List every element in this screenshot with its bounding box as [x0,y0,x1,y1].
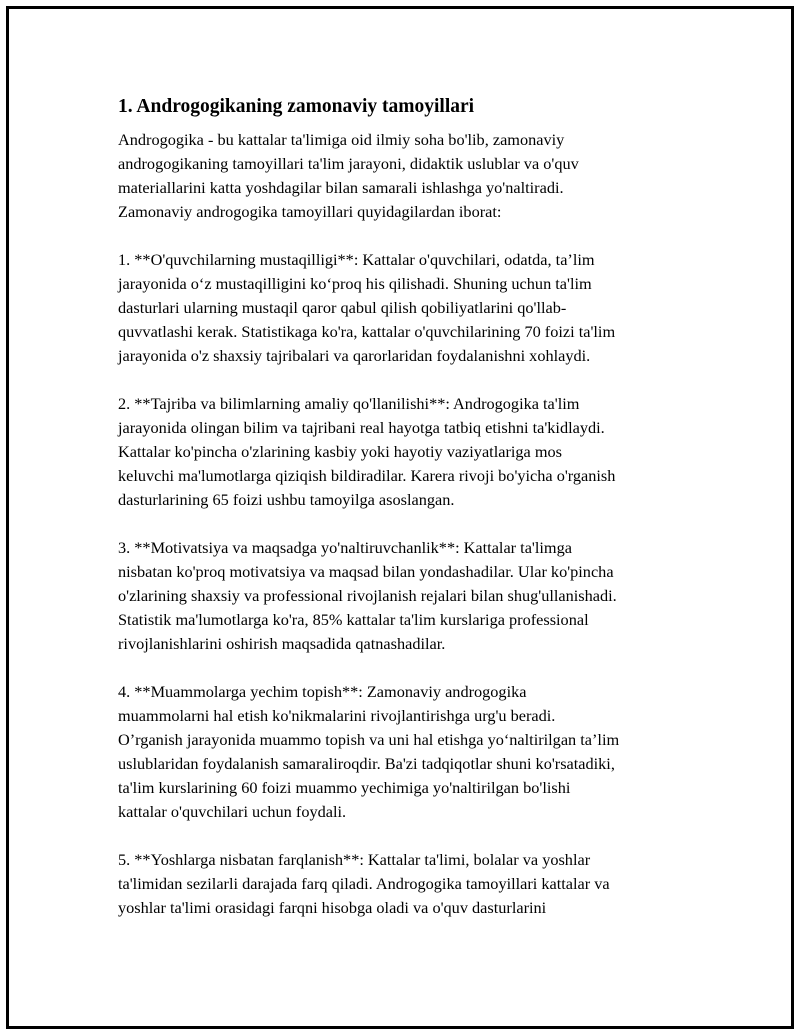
principle-3-paragraph [118,536,698,656]
principle-4-paragraph [118,680,698,824]
text-line: Kattalar ko'pincha o'zlarining kasbiy yoki hayotiy vaziyatlariga mos [118,442,562,461]
principle-1-paragraph [118,248,698,368]
section-heading: 1. Androgogikaning zamonaviy tamoyillari [118,96,475,117]
text-line: kattalar o'quvchilari uchun foydali. [118,802,347,821]
text-line: 3. **Motivatsiya va maqsadga yo'naltiruvchanlik**: Kattalar ta'limga [118,538,572,557]
text-line: jarayonida o'z shaxsiy tajribalari va qarorlaridan foydalanishni xohlaydi. [118,346,591,365]
intro-paragraph [118,128,698,224]
principle-5-paragraph [118,848,698,920]
text-line: Zamonaviy androgogika tamoyillari quyidagilardan iborat: [118,202,502,221]
text-line: rivojlanishlarini oshirish maqsadida qatnashadilar. [118,634,446,653]
text-line: 4. **Muammolarga yechim topish**: Zamonaviy androgogika [118,682,527,701]
text-line: ta'limidan sezilarli darajada farq qiladi. Androgogika tamoyillari kattalar va [118,874,610,893]
document-body [118,94,698,944]
text-line: yoshlar ta'limi orasidagi farqni hisobga oladi va o'quv dasturlarini [118,898,547,917]
text-line: jarayonida olingan bilim va tajribani real hayotga tatbiq etishni ta'kidlaydi. [118,418,605,437]
text-line: nisbatan ko'proq motivatsiya va maqsad bilan yondashadilar. Ular ko'pincha [118,562,614,581]
text-line: androgogikaning tamoyillari ta'lim jarayoni, didaktik uslublar va o'quv [118,154,579,173]
text-line: O’rganish jarayonida muammo topish va uni hal etishga yo‘naltirilgan ta’lim [118,730,620,749]
text-line: muammolarni hal etish ko'nikmalarini rivojlantirishga urg'u beradi. [118,706,556,725]
text-line: 2. **Tajriba va bilimlarning amaliy qo'llanilishi**: Androgogika ta'lim [118,394,580,413]
text-line: 5. **Yoshlarga nisbatan farqlanish**: Kattalar ta'limi, bolalar va yoshlar [118,850,591,869]
text-line: keluvchi ma'lumotlarga qiziqish bildiradilar. Karera rivoji bo'yicha o'rganish [118,466,616,485]
principle-2-paragraph [118,392,698,512]
text-line: jarayonida o‘z mustaqilligini ko‘proq his qilishadi. Shuning uchun ta'lim [118,274,592,293]
text-line: o'zlarining shaxsiy va professional rivojlanish rejalari bilan shug'ullanishadi. [118,586,617,605]
text-line: materiallarini katta yoshdagilar bilan samarali ishlashga yo'naltiradi. [118,178,564,197]
text-line: uslublaridan foydalanish samaraliroqdir. Ba'zi tadqiqotlar shuni ko'rsatadiki, [118,754,615,773]
text-line: ta'lim kurslarining 60 foizi muammo yechimiga yo'naltirilgan bo'lishi [118,778,571,797]
text-line: quvvatlashi kerak. Statistikaga ko'ra, kattalar o'quvchilarining 70 foizi ta'lim [118,322,616,341]
text-line: dasturlarining 65 foizi ushbu tamoyilga asoslangan. [118,490,455,509]
text-line: 1. **O'quvchilarning mustaqilligi**: Kattalar o'quvchilari, odatda, ta’lim [118,250,595,269]
text-line: Androgogika - bu kattalar ta'limiga oid ilmiy soha bo'lib, zamonaviy [118,130,565,149]
text-line: Statistik ma'lumotlarga ko'ra, 85% kattalar ta'lim kurslariga professional [118,610,589,629]
text-line: dasturlari ularning mustaqil qaror qabul qilish qobiliyatlarini qo'llab- [118,298,567,317]
